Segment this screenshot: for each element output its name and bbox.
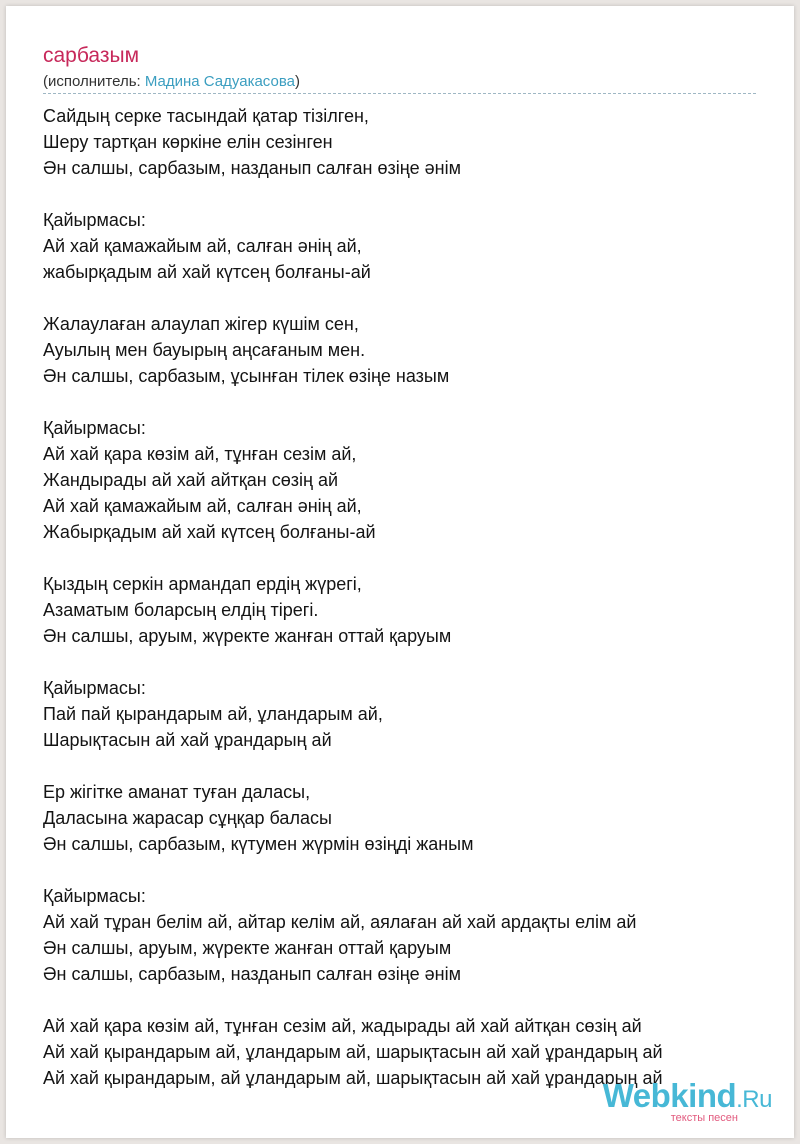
lyric-line: Ай хай тұран белім ай, айтар келім ай, аялаған ай хай ардақты елім ай [43,912,637,932]
artist-link[interactable]: Мадина Садуакасова [144,73,295,90]
lyric-line: жабырқадым ай хай күтсең болғаны-ай [43,262,371,282]
lyric-line: Шеру тартқан көркіне елін сезінген [43,132,333,152]
lyric-line: Ер жігітке аманат туған даласы, [43,782,311,802]
lyric-line: Ауылың мен бауырың аңсағаным мен. [43,340,366,360]
artist-suffix: ) [294,73,300,90]
lyric-line: Ай хай қара көзім ай, тұнған сезім ай, жадырады ай хай айтқан сөзің ай [43,1016,642,1036]
lyric-line: Қайырмасы: [43,210,146,230]
lyric-line: Ән салшы, сарбазым, ұсынған тілек өзіңе назым [43,366,450,386]
lyric-line: Ән салшы, сарбазым, күтумен жүрмін өзіңді жаным [43,834,474,854]
artist-prefix: (исполнитель: [43,73,145,90]
lyric-line: Жандырады ай хай айтқан сөзің ай [43,470,339,490]
lyric-line: Жабырқадым ай хай күтсең болғаны-ай [43,522,376,542]
stanza-gap [43,545,783,571]
artist-line [43,73,300,91]
watermark-tld: .Ru [736,1086,772,1113]
lyric-line: Жалаулаған алаулап жігер күшім сен, [43,314,359,334]
lyric-line: Ай хай қара көзім ай, тұнған сезім ай, [43,444,357,464]
lyric-line: Ай хай қырандарым ай, ұландарым ай, шарықтасын ай хай ұрандарың ай [43,1042,663,1062]
lyric-line: Қайырмасы: [43,418,146,438]
lyric-line: Пай пай қырандарым ай, ұландарым ай, [43,704,383,724]
lyric-line: Ән салшы, аруым, жүректе жанған оттай қаруым [43,626,452,646]
lyric-line: Қыздың серкін армандап ердің жүрегі, [43,574,362,594]
lyric-line: Ай хай қамажайым ай, салған әнің ай, [43,496,362,516]
song-title: сарбазым [43,44,140,67]
lyric-line: Ән салшы, аруым, жүректе жанған оттай қаруым [43,938,452,958]
lyrics-page [6,6,794,1138]
watermark-brand: Webkind [602,1077,737,1114]
lyric-line: Ән салшы, сарбазым, назданып салған өзіңе әнім [43,158,461,178]
lyric-line: Ай хай қамажайым ай, салған әнің ай, [43,236,362,256]
stanza-gap [43,987,783,1013]
stanza-gap [43,649,783,675]
lyric-line: Сайдың серке тасындай қатар тізілген, [43,106,369,126]
stanza-gap [43,389,783,415]
stanza-gap [43,285,783,311]
lyric-line: Қайырмасы: [43,886,146,906]
stanza-gap [43,857,783,883]
header-divider [43,93,756,94]
lyric-line: Ай хай қырандарым, ай ұландарым ай, шарықтасын ай хай ұрандарың ай [43,1068,663,1088]
lyric-line: Даласына жарасар сұңқар баласы [43,808,332,828]
stanza-gap [43,181,783,207]
lyric-line: Ән салшы, сарбазым, назданып салған өзіңе әнім [43,964,461,984]
stanza-gap [43,753,783,779]
lyrics-body [43,103,783,1091]
watermark-tagline: тексты песен [670,1112,738,1124]
lyric-line: Шарықтасын ай хай ұрандарың ай [43,730,332,750]
site-watermark [603,1078,772,1124]
lyric-line: Азаматым боларсың елдің тірегі. [43,600,319,620]
lyric-line: Қайырмасы: [43,678,146,698]
